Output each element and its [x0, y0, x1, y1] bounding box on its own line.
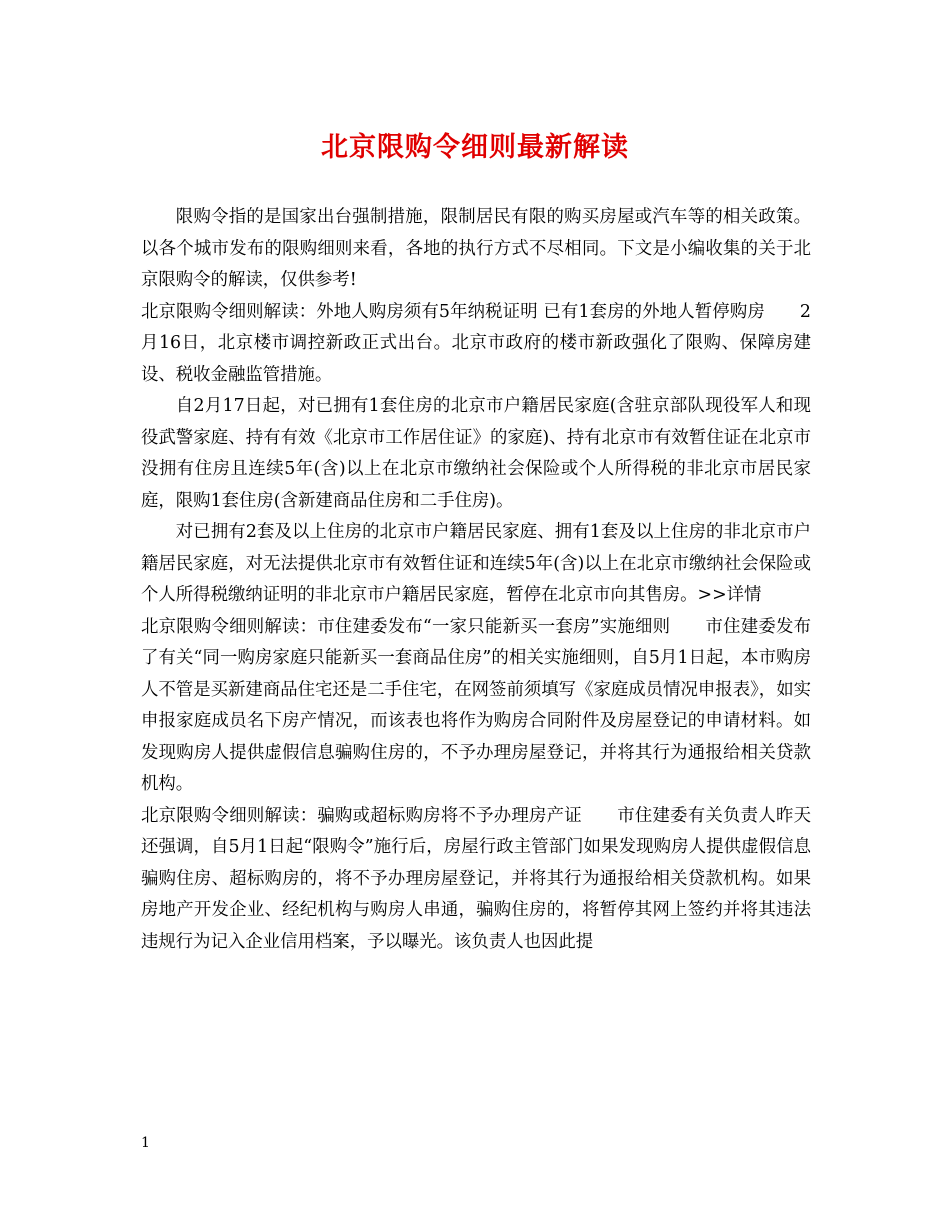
body-paragraph: 自2月17日起，对已拥有1套住房的北京市户籍居民家庭(含驻京部队现役军人和现役武警家庭、持有有效《北京市工作居住证》的家庭)、持有北京市有效暂住证在北京市没拥有住房且连续5年(含)以上在北京市缴纳社会保险或个人所得税的非北京市居民家庭，限购1套住房(含新建商品住房和二手住房)。 — [141, 396, 811, 511]
document-body — [141, 202, 811, 958]
body-paragraph: 北京限购令细则解读：外地人购房须有5年纳税证明 已有1套房的外地人暂停购房 2月16日，北京楼市调控新政正式出台。北京市政府的楼市新政强化了限购、保障房建设、税收金融监管措施。 — [141, 301, 811, 385]
body-paragraph: 对已拥有2套及以上住房的北京市户籍居民家庭、拥有1套及以上住房的非北京市户籍居民家庭，对无法提供北京市有效暂住证和连续5年(含)以上在北京市缴纳社会保险或个人所得税缴纳证明的非北京市户籍居民家庭，暂停在北京市向其售房。>>详情 — [141, 522, 811, 605]
body-paragraph: 北京限购令细则解读：市住建委发布“一家只能新买一套房”实施细则 市住建委发布了有关“同一购房家庭只能新买一套商品住房”的相关实施细则，自5月1日起，本市购房人不管是买新建商品住宅还是二手住宅，在网签前须填写《家庭成员情况申报表》，如实申报家庭成员名下房产情况，而该表也将作为购房合同附件及房屋登记的申请材料。如发现购房人提供虚假信息骗购住房的，不予办理房屋登记，并将其行为通报给相关贷款机构。 — [141, 616, 811, 794]
page-number: 1 — [141, 1135, 150, 1151]
body-paragraph: 限购令指的是国家出台强制措施，限制居民有限的购买房屋或汽车等的相关政策。以各个城市发布的限购细则来看，各地的执行方式不尽相同。下文是小编收集的关于北京限购令的解读，仅供参考! — [141, 207, 811, 290]
body-paragraph: 北京限购令细则解读：骗购或超标购房将不予办理房产证 市住建委有关负责人昨天还强调，自5月1日起“限购令”施行后，房屋行政主管部门如果发现购房人提供虚假信息骗购住房、超标购房的，将不予办理房屋登记，并将其行为通报给相关贷款机构。如果房地产开发企业、经纪机构与购房人串通，骗购住房的，将暂停其网上签约并将其违法违规行为记入企业信用档案，予以曝光。该负责人也因此提 — [141, 805, 811, 952]
document-title: 北京限购令细则最新解读 — [321, 132, 629, 163]
